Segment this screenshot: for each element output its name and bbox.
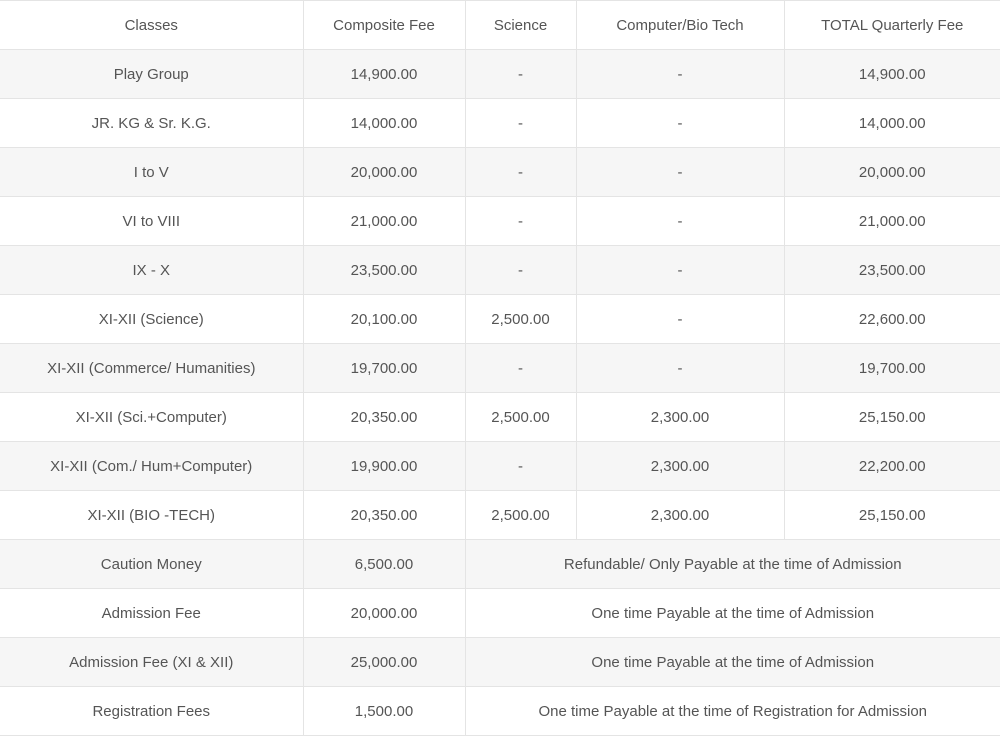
cell-composite-fee: 21,000.00: [303, 197, 465, 246]
cell-fee-name: Registration Fees: [0, 687, 303, 736]
cell-total-quarterly-fee: 21,000.00: [784, 197, 1000, 246]
cell-total-quarterly-fee: 25,150.00: [784, 491, 1000, 540]
cell-fee-name: Admission Fee: [0, 589, 303, 638]
cell-computer-bio-tech: 2,300.00: [576, 491, 784, 540]
cell-computer-bio-tech: -: [576, 99, 784, 148]
cell-fee-amount: 1,500.00: [303, 687, 465, 736]
cell-fee-note: Refundable/ Only Payable at the time of Admission: [465, 540, 1000, 589]
cell-class: XI-XII (Com./ Hum+Computer): [0, 442, 303, 491]
cell-fee-amount: 6,500.00: [303, 540, 465, 589]
cell-computer-bio-tech: -: [576, 344, 784, 393]
cell-class: VI to VIII: [0, 197, 303, 246]
header-composite-fee: Composite Fee: [303, 1, 465, 50]
cell-computer-bio-tech: -: [576, 295, 784, 344]
cell-composite-fee: 20,350.00: [303, 491, 465, 540]
cell-science: -: [465, 442, 576, 491]
table-row: [0, 491, 1000, 540]
table-row: [0, 295, 1000, 344]
header-classes: Classes: [0, 1, 303, 50]
cell-composite-fee: 19,700.00: [303, 344, 465, 393]
cell-computer-bio-tech: 2,300.00: [576, 393, 784, 442]
cell-science: 2,500.00: [465, 491, 576, 540]
header-computer-bio-tech: Computer/Bio Tech: [576, 1, 784, 50]
cell-computer-bio-tech: -: [576, 50, 784, 99]
cell-total-quarterly-fee: 14,900.00: [784, 50, 1000, 99]
cell-composite-fee: 20,100.00: [303, 295, 465, 344]
cell-class: IX - X: [0, 246, 303, 295]
table-row-other-fee: [0, 687, 1000, 736]
table-row: [0, 246, 1000, 295]
cell-fee-amount: 20,000.00: [303, 589, 465, 638]
cell-composite-fee: 19,900.00: [303, 442, 465, 491]
cell-class: Play Group: [0, 50, 303, 99]
cell-total-quarterly-fee: 20,000.00: [784, 148, 1000, 197]
cell-computer-bio-tech: -: [576, 148, 784, 197]
cell-science: -: [465, 344, 576, 393]
table-row: [0, 50, 1000, 99]
cell-class: XI-XII (Science): [0, 295, 303, 344]
cell-science: 2,500.00: [465, 393, 576, 442]
cell-science: -: [465, 50, 576, 99]
cell-science: -: [465, 99, 576, 148]
cell-science: -: [465, 246, 576, 295]
cell-science: -: [465, 197, 576, 246]
cell-composite-fee: 20,000.00: [303, 148, 465, 197]
cell-composite-fee: 14,000.00: [303, 99, 465, 148]
cell-fee-amount: 25,000.00: [303, 638, 465, 687]
cell-fee-name: Caution Money: [0, 540, 303, 589]
cell-science: 2,500.00: [465, 295, 576, 344]
table-row: [0, 393, 1000, 442]
table-row: [0, 99, 1000, 148]
cell-class: XI-XII (Sci.+Computer): [0, 393, 303, 442]
cell-composite-fee: 20,350.00: [303, 393, 465, 442]
table-row-other-fee: [0, 638, 1000, 687]
cell-total-quarterly-fee: 25,150.00: [784, 393, 1000, 442]
cell-total-quarterly-fee: 22,200.00: [784, 442, 1000, 491]
table-row: [0, 197, 1000, 246]
cell-composite-fee: 23,500.00: [303, 246, 465, 295]
cell-composite-fee: 14,900.00: [303, 50, 465, 99]
cell-total-quarterly-fee: 22,600.00: [784, 295, 1000, 344]
cell-fee-note: One time Payable at the time of Admission: [465, 638, 1000, 687]
header-total-quarterly-fee: TOTAL Quarterly Fee: [784, 1, 1000, 50]
cell-fee-name: Admission Fee (XI & XII): [0, 638, 303, 687]
table-row: [0, 148, 1000, 197]
cell-computer-bio-tech: -: [576, 246, 784, 295]
table-row: [0, 344, 1000, 393]
cell-class: XI-XII (BIO -TECH): [0, 491, 303, 540]
cell-computer-bio-tech: -: [576, 197, 784, 246]
table-row-other-fee: [0, 589, 1000, 638]
cell-class: I to V: [0, 148, 303, 197]
header-science: Science: [465, 1, 576, 50]
cell-total-quarterly-fee: 19,700.00: [784, 344, 1000, 393]
cell-total-quarterly-fee: 14,000.00: [784, 99, 1000, 148]
table-row: [0, 442, 1000, 491]
cell-class: JR. KG & Sr. K.G.: [0, 99, 303, 148]
cell-computer-bio-tech: 2,300.00: [576, 442, 784, 491]
cell-science: -: [465, 148, 576, 197]
cell-fee-note: One time Payable at the time of Admission: [465, 589, 1000, 638]
table-header-row: [0, 1, 1000, 50]
cell-fee-note: One time Payable at the time of Registration for Admission: [465, 687, 1000, 736]
cell-total-quarterly-fee: 23,500.00: [784, 246, 1000, 295]
cell-class: XI-XII (Commerce/ Humanities): [0, 344, 303, 393]
table-row-other-fee: [0, 540, 1000, 589]
